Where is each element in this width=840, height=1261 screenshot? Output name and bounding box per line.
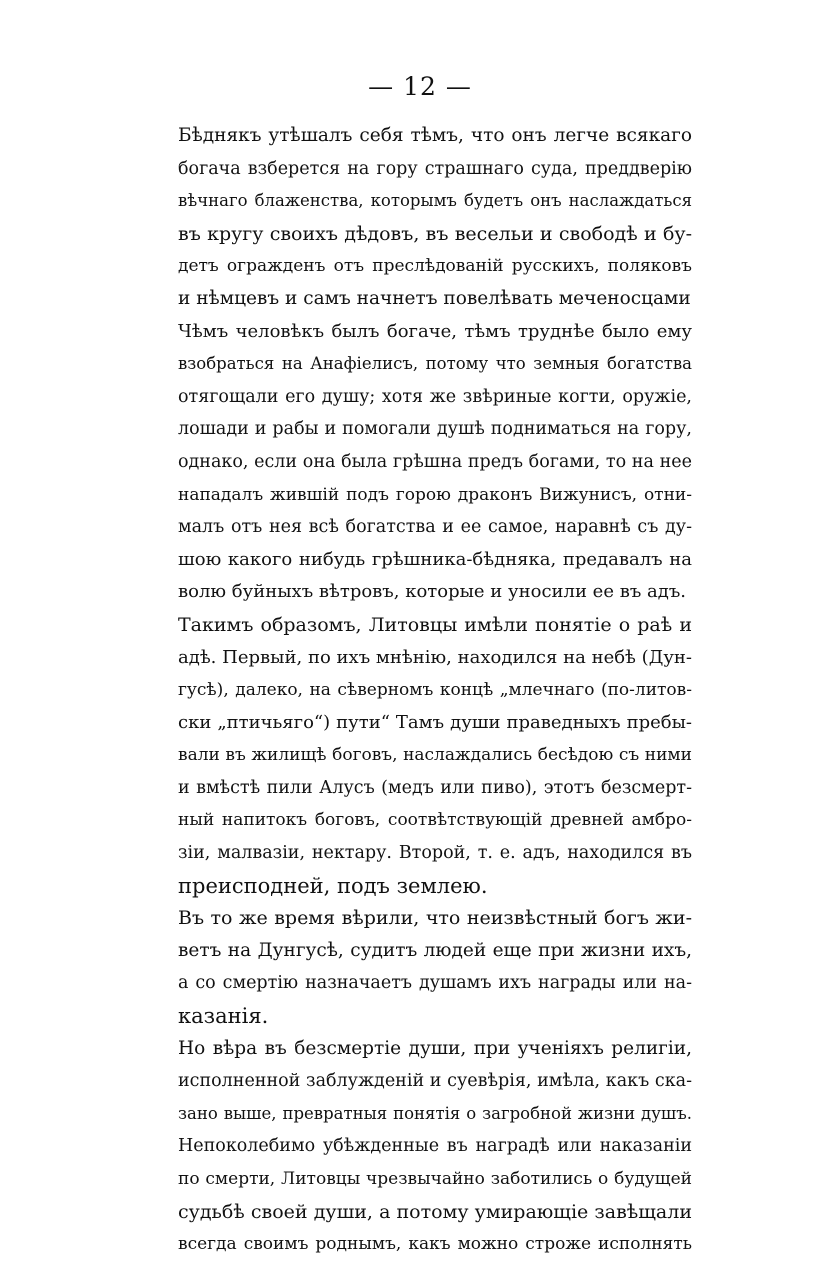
text-line: вали въ жилищѣ боговъ, наслаждались бесѣдою съ ними (178, 745, 692, 766)
text-line: и нѣмцевъ и самъ начнетъ повелѣвать меченосцами (178, 287, 691, 309)
text-line: нападалъ жившій подъ горою драконъ Вижунисъ, отни- (178, 484, 692, 505)
text-line: Чѣмъ человѣкъ былъ богаче, тѣмъ труднѣе было ему (178, 320, 692, 342)
text-line: ски „птичьяго“) пути“ Тамъ души праведныхъ пребы- (178, 711, 692, 733)
text-line: ный напитокъ боговъ, соотвѣтствующій древней амбро- (178, 810, 692, 831)
text-line: детъ огражденъ отъ преслѣдованій русскихъ, поляковъ (178, 256, 692, 277)
text-line: шою какого нибудь грѣшника-бѣдняка, предавалъ на (178, 548, 692, 570)
text-line: всегда своимъ роднымъ, какъ можно строже исполнять (178, 1234, 692, 1255)
text-line: въ кругу своихъ дѣдовъ, въ весельи и свободѣ и бу- (178, 222, 692, 245)
text-line: гусѣ), далеко, на сѣверномъ концѣ „млечнаго (по-литов- (178, 680, 692, 701)
text-line: богача взберется на гору страшнаго суда, преддверію (178, 158, 692, 179)
text-line: преисподней, подъ землею. (178, 873, 488, 898)
paragraph (178, 902, 692, 1032)
text-line: исполненной заблужденій и суевѣрія, имѣла, какъ ска- (178, 1071, 692, 1092)
text-line: Такимъ образомъ, Литовцы имѣли понятіе о раѣ и (178, 613, 692, 636)
body-text (178, 120, 692, 1261)
text-line: Въ то же время вѣрили, что неизвѣстный богъ жи- (178, 907, 692, 930)
text-line: и вмѣстѣ пили Алусъ (медъ или пиво), этотъ безсмерт- (178, 777, 692, 798)
text-line: малъ отъ нея всѣ богатства и ее самое, наравнѣ съ ду- (178, 517, 692, 538)
text-line: отягощали его душу; хотя же звѣриные когти, оружіе, (178, 386, 692, 407)
paragraph (178, 120, 692, 316)
text-line: взобраться на Анафіелисъ, потому что земныя богатства (178, 354, 692, 374)
text-line: Непоколебимо убѣжденные въ наградѣ или наказаніи (178, 1136, 692, 1157)
text-line: Бѣднякъ утѣшалъ себя тѣмъ, что онъ легче всякаго (178, 125, 692, 146)
paragraph (178, 1033, 692, 1261)
text-line: по смерти, Литовцы чрезвычайно заботились о будущей (178, 1169, 692, 1189)
text-line: а со смертію назначаетъ душамъ ихъ награды или на- (178, 973, 692, 994)
text-line: зано выше, превратныя понятія о загробной жизни душъ. (178, 1103, 692, 1123)
text-line: вѣчнаго блаженства, которымъ будетъ онъ наслаждаться (178, 191, 692, 211)
paragraph (178, 316, 692, 609)
page-number: — 12 — (368, 72, 472, 101)
text-line: волю буйныхъ вѣтровъ, которые и уносили ее въ адъ. (178, 581, 687, 603)
paragraph (178, 609, 692, 902)
text-line: судьбѣ своей души, а потому умирающіе завѣщали (178, 1200, 692, 1223)
text-line: ветъ на Дунгусѣ, судитъ людей еще при жизни ихъ, (178, 939, 692, 961)
text-line: Но вѣра въ безсмертіе души, при ученіяхъ религіи, (178, 1037, 692, 1059)
text-line: адѣ. Первый, по ихъ мнѣнію, находился на небѣ (Дун- (178, 646, 692, 668)
text-line: лошади и рабы и помогали душѣ подниматься на гору, (178, 419, 692, 440)
text-line: однако, если она была грѣшна предъ богами, то на нее (178, 451, 692, 472)
text-line: казанія. (178, 1004, 269, 1029)
text-line: зіи, малвазіи, нектару. Второй, т. е. адъ, находился въ (178, 843, 692, 864)
